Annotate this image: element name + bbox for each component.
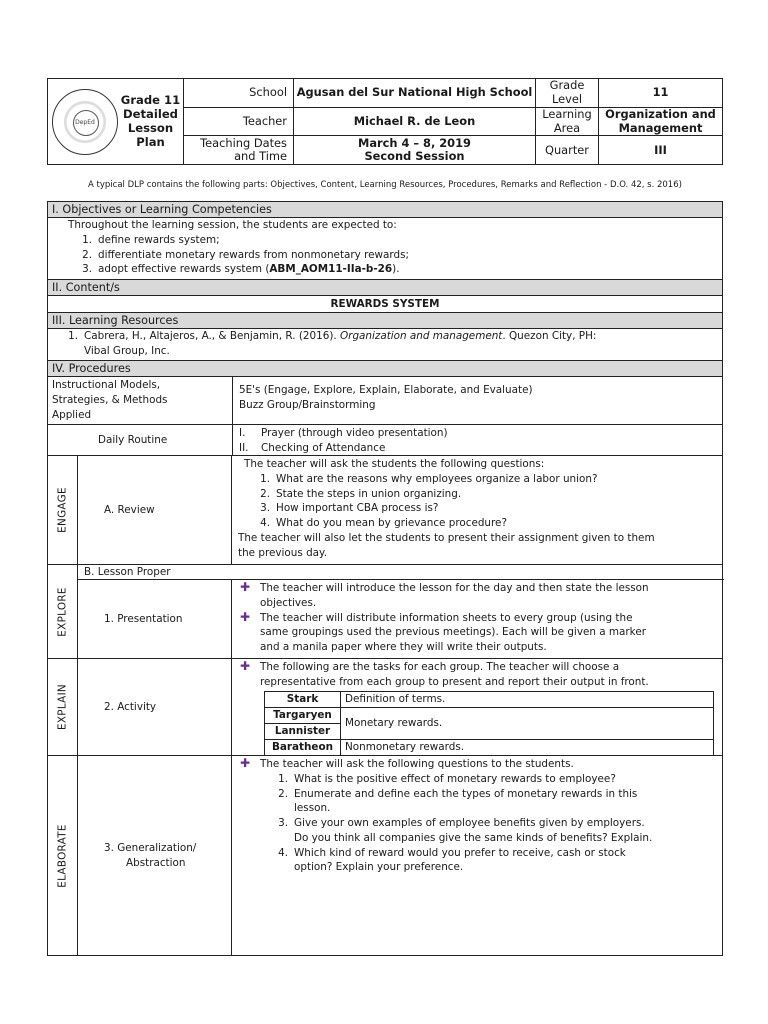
activity-label: 2. Activity xyxy=(78,659,232,756)
objectives-block xyxy=(47,217,723,279)
group-name: Stark xyxy=(265,691,341,707)
school-value: Agusan del Sur National High School xyxy=(294,79,536,108)
content-topic: REWARDS SYSTEM xyxy=(47,295,723,312)
arrow-bullet-icon: ✚ xyxy=(240,756,251,770)
objective-item: 3. adopt effective rewards system (ABM_AOM11-IIa-b-26). xyxy=(82,263,400,276)
review-content: The teacher will ask the students the following questions: 1. What are the reasons why employees organize a labor union? 2. State the steps in union organizing. 3. How important CBA process is? 4. What do you mean by grievance procedure? The teacher will also let the students to present their assignment given to them the previous day. xyxy=(232,456,724,564)
question-item: 4. Which kind of reward would you prefer to receive, cash or stock option? Explain your preference. xyxy=(278,846,626,874)
explain-side-label: EXPLAIN xyxy=(48,659,78,756)
school-label: School xyxy=(184,79,294,108)
objectives-intro: Throughout the learning session, the students are expected to: xyxy=(68,219,397,231)
emblem-cell xyxy=(48,79,184,165)
area-label: Learning Area xyxy=(536,108,599,136)
review-label: A. Review xyxy=(78,456,232,564)
explore-row xyxy=(47,564,723,658)
resources-block: 1. Cabrera, H., Altajeros, A., & Benjamin, R. (2016). Organization and management. Quezon City, PH: Vibal Group, Inc. xyxy=(47,328,723,360)
teacher-value: Michael R. de Leon xyxy=(294,108,536,136)
dates-value: March 4 – 8, 2019 Second Session xyxy=(294,136,536,165)
review-question: 4. What do you mean by grievance procedure? xyxy=(260,517,507,530)
explain-row xyxy=(47,658,723,755)
group-name: Lannister xyxy=(265,723,341,739)
lesson-proper-label: B. Lesson Proper xyxy=(78,565,724,580)
objective-item: 1. define rewards system; xyxy=(82,233,220,246)
bullet-item: ✚ The teacher will introduce the lesson for the day and then state the lesson objectives. xyxy=(240,580,649,609)
question-item: 1. What is the positive effect of monetary rewards to employee? xyxy=(278,772,616,785)
content-heading: II. Content/s xyxy=(47,279,723,295)
engage-row xyxy=(47,455,723,564)
routine-row xyxy=(47,424,723,455)
generalization-content xyxy=(232,756,724,955)
question-item: 2. Enumerate and define each the types of monetary rewards in this lesson. xyxy=(278,787,638,815)
procedures-heading: IV. Procedures xyxy=(47,360,723,376)
elaborate-row xyxy=(47,755,723,956)
routine-label: Daily Routine xyxy=(48,425,233,455)
resources-heading: III. Learning Resources xyxy=(47,312,723,328)
competency-code: ABM_AOM11-IIa-b-26 xyxy=(269,263,393,276)
question-item: 3. Give your own examples of employee benefits given by employers. Do you think all companies give the same kinds of benefits? Explain. xyxy=(278,817,653,844)
models-row xyxy=(47,376,723,424)
arrow-bullet-icon: ✚ xyxy=(240,580,251,594)
bullet-item: ✚ The teacher will ask the following questions to the students. xyxy=(240,756,574,770)
generalization-questions xyxy=(238,772,720,875)
area-value: Organization and Management xyxy=(599,108,723,136)
deped-seal-logo: DepEd xyxy=(52,89,118,155)
engage-side-label: ENGAGE xyxy=(48,456,78,564)
dlp-note: A typical DLP contains the following parts: Objectives, Content, Learning Resources, Procedures, Remarks and Reflection - D.O. 42, s. 2016) xyxy=(88,180,682,190)
bullet-item: ✚ The following are the tasks for each group. The teacher will choose a representative from each group to present and report their output in front. xyxy=(240,659,649,688)
presentation-label: 1. Presentation xyxy=(78,580,232,658)
objectives-heading: I. Objectives or Learning Competencies xyxy=(47,201,723,217)
models-value: 5E's (Engage, Explore, Explain, Elaborate, and Evaluate) Buzz Group/Brainstorming xyxy=(239,384,533,411)
review-question: 2. State the steps in union organizing. xyxy=(260,487,462,500)
quarter-value: III xyxy=(599,136,723,165)
arrow-bullet-icon: ✚ xyxy=(240,609,251,624)
plan-title: Grade 11 Detailed Lesson Plan xyxy=(120,92,181,149)
models-label: Instructional Models, Strategies, & Methods Applied xyxy=(48,377,233,424)
quarter-label: Quarter xyxy=(536,136,599,165)
group-task: Nonmonetary rewards. xyxy=(341,739,714,755)
teacher-label: Teacher xyxy=(184,108,294,136)
elaborate-side-label: ELABORATE xyxy=(48,756,78,955)
group-task: Monetary rewards. xyxy=(341,707,714,739)
review-question: 3. How important CBA process is? xyxy=(260,502,439,515)
routine-list: I. Prayer (through video presentation) II. Checking of Attendance xyxy=(239,427,448,454)
lesson-plan-body xyxy=(47,201,723,956)
header-table xyxy=(47,78,723,165)
grade-value: 11 xyxy=(599,79,723,108)
grade-label: Grade Level xyxy=(536,79,599,108)
objective-item: 2. differentiate monetary rewards from nonmonetary rewards; xyxy=(82,248,410,261)
group-name: Targaryen xyxy=(265,707,341,723)
group-name: Baratheon xyxy=(265,739,341,755)
arrow-bullet-icon: ✚ xyxy=(240,659,251,673)
group-task-table xyxy=(264,691,714,756)
group-task: Definition of terms. xyxy=(341,691,714,707)
review-question: 1. What are the reasons why employees organize a labor union? xyxy=(260,472,598,485)
explore-side-label: EXPLORE xyxy=(48,565,78,658)
generalization-label: 3. Generalization/ Abstraction xyxy=(78,756,232,955)
presentation-content xyxy=(232,580,724,658)
bullet-item: ✚ The teacher will distribute information sheets to every group (using the same groupings used the previous meetings). Each will be given a marker and a manila paper where they will write their outputs. xyxy=(240,609,646,654)
dates-label: Teaching Dates and Time xyxy=(184,136,294,165)
activity-content xyxy=(232,659,724,756)
book-title: Organization and management xyxy=(340,330,503,342)
